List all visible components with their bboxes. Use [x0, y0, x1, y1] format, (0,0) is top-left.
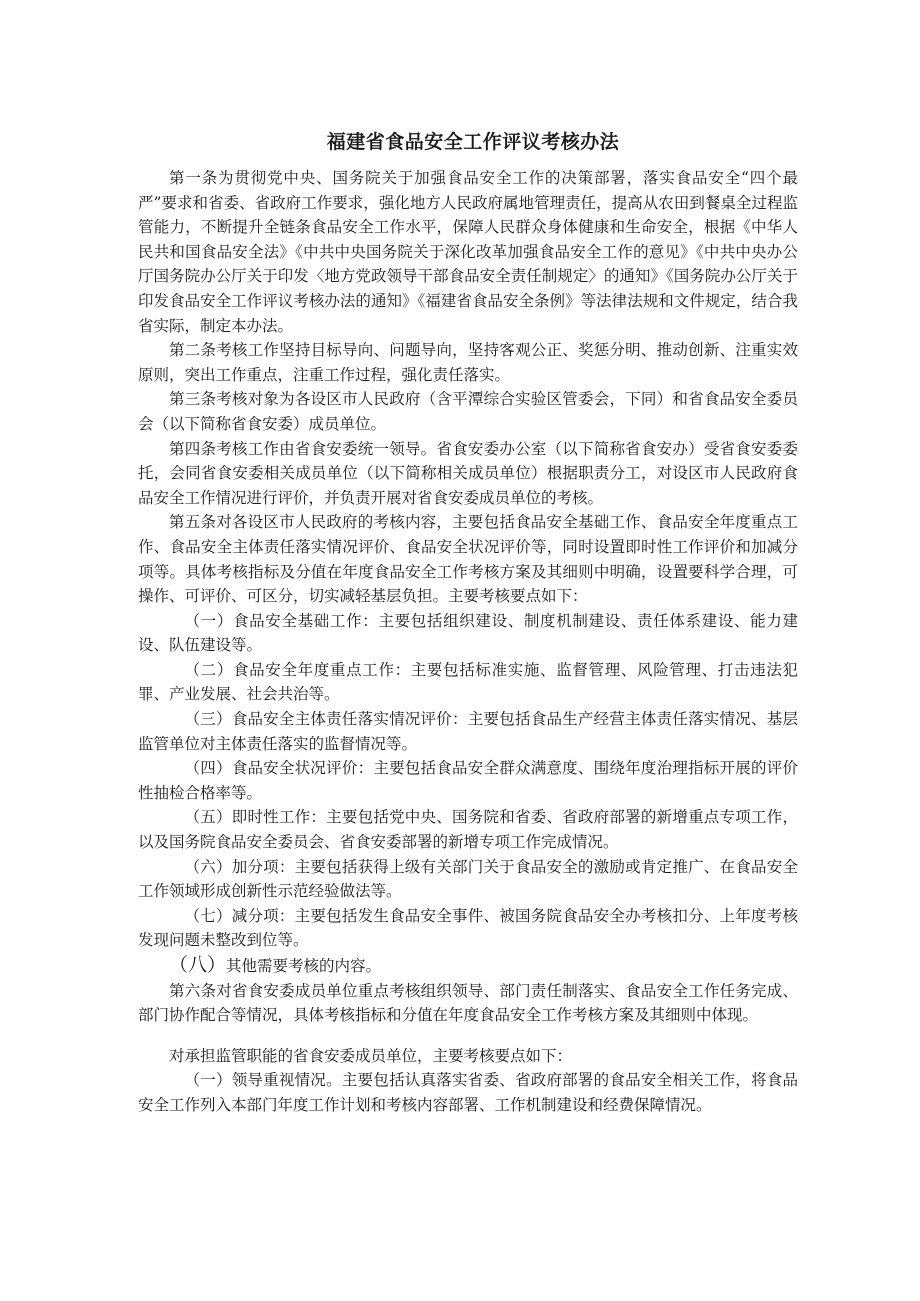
supervision-item-1: （一）领导重视情况。主要包括认真落实省委、省政府部署的食品安全相关工作，将食品安全工作列入本部门年度工作计划和考核内容部署、工作机制建设和经费保障情况。: [138, 1071, 798, 1114]
article-3: 第三条考核对象为各设区市人民政府（含平潭综合实验区管委会，下同）和省食品安全委员会（以下简称省食安委）成员单位。: [138, 390, 798, 433]
article-5-item-2: （二）食品安全年度重点工作：主要包括标准实施、监督管理、风险管理、打击违法犯罪、产业发展、社会共治等。: [138, 660, 798, 704]
article-5-item-3: （三）食品安全主体责任落实情况评价：主要包括食品生产经营主体责任落实情况、基层监管单位对主体责任落实的监督情况等。: [138, 710, 798, 753]
item-8-marker: （八）: [169, 954, 227, 976]
article-2: 第二条考核工作坚持目标导向、问题导向，坚持客观公正、奖惩分明、推动创新、注重实效原则，突出工作重点，注重工作过程，强化责任落实。: [138, 341, 798, 384]
supervision-intro: 对承担监管职能的省食安委成员单位，主要考核要点如下：: [169, 1046, 573, 1065]
article-5-item-8: [138, 953, 798, 979]
article-6: 第六条对省食安委成员单位重点考核组织领导、部门责任制落实、食品安全工作任务完成、部门协作配合等情况，具体考核指标和分值在年度食品安全工作考核方案及其细则中体现。: [138, 981, 798, 1025]
article-5-item-7: （七）减分项：主要包括发生食品安全事件、被国务院食品安全办考核扣分、上年度考核发现问题未整改到位等。: [138, 906, 798, 950]
item-8-text: 其他需要考核的内容。: [226, 957, 382, 975]
article-5-item-6: （六）加分项：主要包括获得上级有关部门关于食品安全的激励或肯定推广、在食品安全工作领域形成创新性示范经验做法等。: [138, 857, 798, 901]
article-5-item-4: （四）食品安全状况评价：主要包括食品安全群众满意度、围绕年度治理指标开展的评价性抽检合格率等。: [138, 759, 798, 802]
article-5-item-5: （五）即时性工作：主要包括党中央、国务院和省委、省政府部署的新增重点专项工作，以及国务院食品安全委员会、省食安委部署的新增专项工作完成情况。: [138, 808, 798, 852]
article-5-item-1: （一）食品安全基础工作：主要包括组织建设、制度机制建设、责任体系建设、能力建设、队伍建设等。: [138, 611, 798, 655]
document-page: [138, 128, 798, 1118]
article-4: 第四条考核工作由省食安委统一领导。省食安委办公室（以下简称省食安办）受省食安委委托，会同省食安委相关成员单位（以下简称相关成员单位）根据职责分工，对设区市人民政府食品安全工作情况进行评价，并负责开展对省食安委成员单位的考核。: [138, 439, 798, 507]
document-title: 福建省食品安全工作评议考核办法: [326, 131, 620, 153]
article-5: 第五条对各设区市人民政府的考核内容，主要包括食品安全基础工作、食品安全年度重点工作、食品安全主体责任落实情况评价、食品安全状况评价等，同时设置即时性工作评价和加减分项等。具体考核指标及分值在年度食品安全工作考核方案及其细则中明确，设置要科学合理，可操作、可评价、可区分，切实减轻基层负担。主要考核要点如下：: [138, 513, 798, 606]
article-1: 第一条为贯彻党中央、国务院关于加强食品安全工作的决策部署，落实食品安全“四个最严”要求和省委、省政府工作要求，强化地方人民政府属地管理责任，提高从农田到餐桌全过程监管能力，不断提升全链条食品安全工作水平，保障人民群众身体健康和生命安全，根据《中华人民共和国食品安全法》《中共中央国务院关于深化改革加强食品安全工作的意见》《中共中央办公厅国务院办公厅关于印发〈地方党政领导干部食品安全责任制规定〉的通知》《国务院办公厅关于印发食品安全工作评议考核办法的通知》《福建省食品安全条例》等法律法规和文件规定，结合我省实际，制定本办法。: [138, 169, 798, 335]
